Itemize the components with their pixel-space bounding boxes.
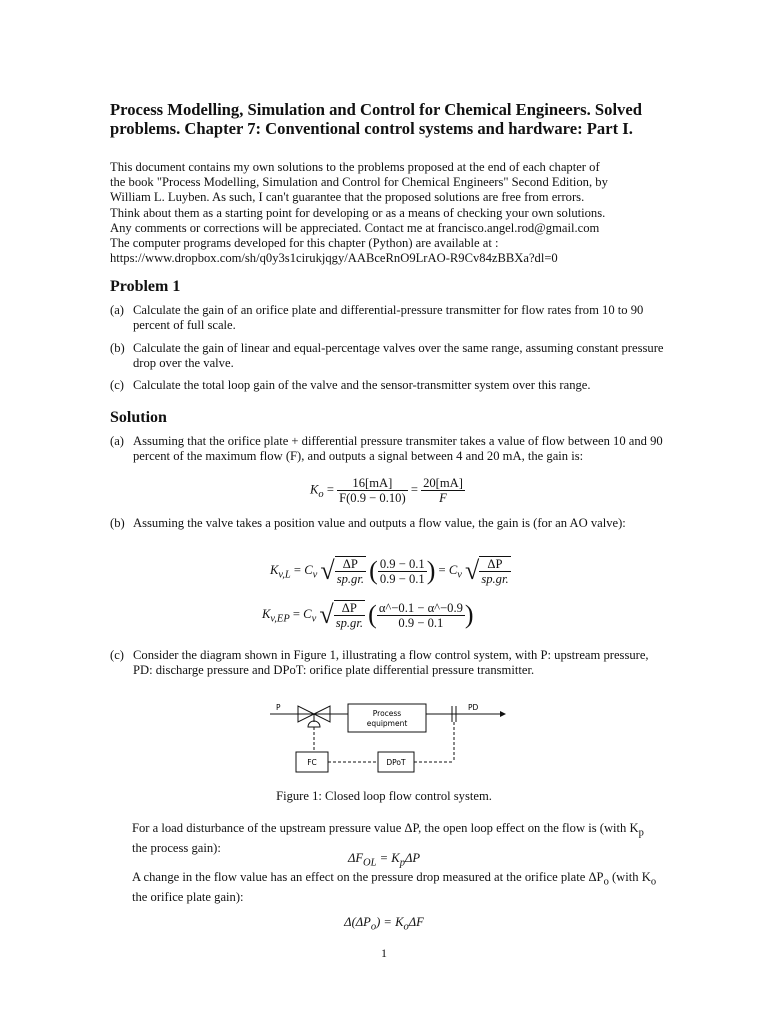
dpot-label: DPoT	[386, 758, 406, 767]
item-label: (a)	[110, 303, 124, 317]
denominator: 0.9 − 0.1	[398, 615, 444, 630]
equation-linear-valve-gain: $K_{v,L} = C_v$ √ $\frac{\Delta P}{sp.gr.}$ ( $\frac{0.9 - 0.1}{0.9 - 0.1}$ ) = $C_v$ √ $\frac{\Delta P}{sp.gr.}$	[270, 556, 509, 586]
para-subscript: o	[650, 876, 657, 888]
denominator: 0.9 − 0.1	[379, 571, 425, 586]
problem-item-b	[110, 341, 670, 371]
denominator: F(0.9 − 0.10)	[339, 491, 406, 505]
eq-text: ΔF	[347, 851, 364, 865]
para-text: the orifice plate gain):	[132, 889, 244, 904]
denominator: sp.gr.	[336, 572, 364, 586]
equation-orifice-pressure	[0, 915, 768, 933]
eq-text: = K	[376, 851, 400, 865]
problem-item-c	[110, 378, 670, 393]
eq-subscript: v	[457, 569, 462, 581]
eq-text: ΔP	[404, 851, 421, 865]
flow-control-diagram	[268, 700, 508, 780]
intro-link[interactable]: https://www.dropbox.com/sh/q0y3s1cirukjqgy/AABceRnO9LrAO-R9Cv84zBBXa?dl=0	[110, 251, 558, 266]
solution-item-b	[110, 516, 670, 531]
numerator: ΔP	[479, 557, 510, 572]
eq-subscript: p	[399, 857, 405, 869]
item-label: (b)	[110, 516, 125, 530]
eq-subscript: v,L	[278, 569, 291, 581]
solution-item-c	[110, 648, 670, 678]
item-label: (c)	[110, 378, 124, 392]
process-label: Process	[372, 709, 402, 718]
problem-heading: Problem 1	[110, 278, 181, 295]
eq-subscript: o	[318, 488, 324, 500]
discharge-arrow	[500, 711, 506, 717]
intro-line: the book "Process Modelling, Simulation and Control for Chemical Engineers" Second Edition, by	[110, 175, 608, 190]
eq-subscript: OL	[363, 857, 377, 869]
numerator: 20[mA]	[423, 476, 463, 490]
denominator: sp.gr.	[335, 616, 363, 630]
eq-subscript: o	[403, 921, 409, 933]
solution-heading: Solution	[110, 409, 167, 426]
intro-paragraph	[110, 160, 670, 266]
para-text: For a load disturbance of the upstream pressure value ΔP, the open loop effect on the flow is (with K	[132, 821, 639, 835]
paragraph-flow-change	[132, 870, 662, 905]
item-label: (c)	[110, 648, 124, 662]
fraction	[377, 601, 465, 630]
numerator: ΔP	[334, 601, 365, 616]
numerator: α^−0.1 − α^−0.9	[378, 600, 463, 615]
item-text: Calculate the total loop gain of the valve and the sensor-transmitter system over this range.	[133, 378, 591, 392]
eq-subscript: o	[370, 921, 377, 933]
sqrt-symbol: √	[320, 556, 335, 585]
process-label: equipment	[366, 719, 408, 728]
eq-subscript: v	[312, 569, 318, 581]
intro-line: Any comments or corrections will be appreciated. Contact me at francisco.angel.rod@gmail.com	[110, 220, 600, 235]
solution-item-a	[110, 434, 670, 464]
denominator: F	[439, 491, 447, 505]
intro-line: William L. Luyben. As such, I can't guarantee that the proposed solutions are free from errors.	[110, 190, 585, 205]
eq-text: ) = K	[376, 915, 404, 929]
p-label: P	[276, 703, 281, 712]
fraction	[335, 556, 366, 586]
denominator: sp.gr.	[481, 572, 509, 586]
document-title: Process Modelling, Simulation and Control for Chemical Engineers. Solved problems. Chapter 7: Conventional control systems and hardware: Part I.	[110, 100, 642, 138]
item-text: Assuming that the orifice plate + differential pressure transmiter takes a value of flow between 10 and 90 percent of the maximum flow (F), and outputs a signal between 4 and 20 mA, the gain is:	[133, 434, 663, 464]
eq-text: ΔF	[408, 915, 424, 929]
eq-symbol: C	[304, 562, 313, 577]
item-text: Consider the diagram shown in Figure 1, illustrating a flow control system, with P: upstream pressure, PD: discharge pressure and DPoT: orifice plate differential pressure transmitter.	[133, 648, 649, 678]
eq-text: Δ(ΔP	[344, 915, 371, 929]
para-text: A change in the flow value has an effect on the pressure drop measured at the orifice plate ΔP	[132, 870, 604, 884]
fraction	[334, 600, 365, 630]
problem-item-a	[110, 303, 670, 333]
eq-symbol: C	[448, 562, 458, 577]
fc-label: FC	[307, 758, 317, 767]
item-text: Calculate the gain of linear and equal-percentage valves over the same range, assuming constant pressure drop over the valve.	[133, 341, 664, 371]
intro-line: The computer programs developed for this chapter (Python) are available at :	[110, 236, 499, 251]
eq-symbol: C	[303, 606, 312, 621]
fraction	[479, 556, 510, 586]
para-text: (with K	[608, 870, 651, 884]
para-subscript: p	[638, 827, 644, 839]
eq-symbol: K	[310, 482, 319, 497]
equation-orifice-gain: $K_o$ = $\frac{16[mA]}{F(0.9 - 0.10)}$ = $\frac{20[mA]}{F}$	[310, 476, 463, 505]
pd-label: PD	[468, 703, 479, 712]
sqrt-symbol: √	[465, 556, 480, 585]
para-text: the process gain):	[132, 840, 221, 855]
numerator: 16[mA]	[337, 476, 408, 491]
item-label: (a)	[110, 434, 124, 448]
eq-symbol: K	[262, 606, 271, 621]
equation-ep-valve-gain: $K_{v,EP} = C_v$ √ $\frac{\Delta P}{sp.gr.}$ ( $\frac{\alpha\^{}-0.1 - \alpha\^{}-0.9}{0.9 - 0.1}$ )	[262, 600, 474, 630]
equation-open-loop	[0, 851, 768, 869]
eq-subscript: v,EP	[270, 613, 290, 625]
fraction	[378, 557, 427, 586]
fraction	[337, 476, 408, 505]
item-label: (b)	[110, 341, 125, 355]
sqrt-symbol: √	[319, 600, 334, 629]
figure-caption: Figure 1: Closed loop flow control system.	[276, 789, 492, 803]
intro-line: Think about them as a starting point for developing or as a means of checking your own solutions.	[110, 205, 606, 220]
page-number: 1	[381, 946, 387, 960]
eq-symbol: K	[270, 562, 279, 577]
numerator: 0.9 − 0.1	[379, 556, 425, 571]
eq-subscript: v	[311, 613, 317, 625]
numerator: ΔP	[335, 557, 366, 572]
intro-line: This document contains my own solutions to the problems proposed at the end of each chapter of	[110, 160, 600, 174]
fraction	[421, 476, 465, 505]
item-text: Assuming the valve takes a position value and outputs a flow value, the gain is (for an AO valve):	[133, 516, 626, 530]
para-subscript: o	[603, 876, 609, 888]
item-text: Calculate the gain of an orifice plate and differential-pressure transmitter for flow rates from 10 to 90 percent of full scale.	[133, 303, 644, 333]
